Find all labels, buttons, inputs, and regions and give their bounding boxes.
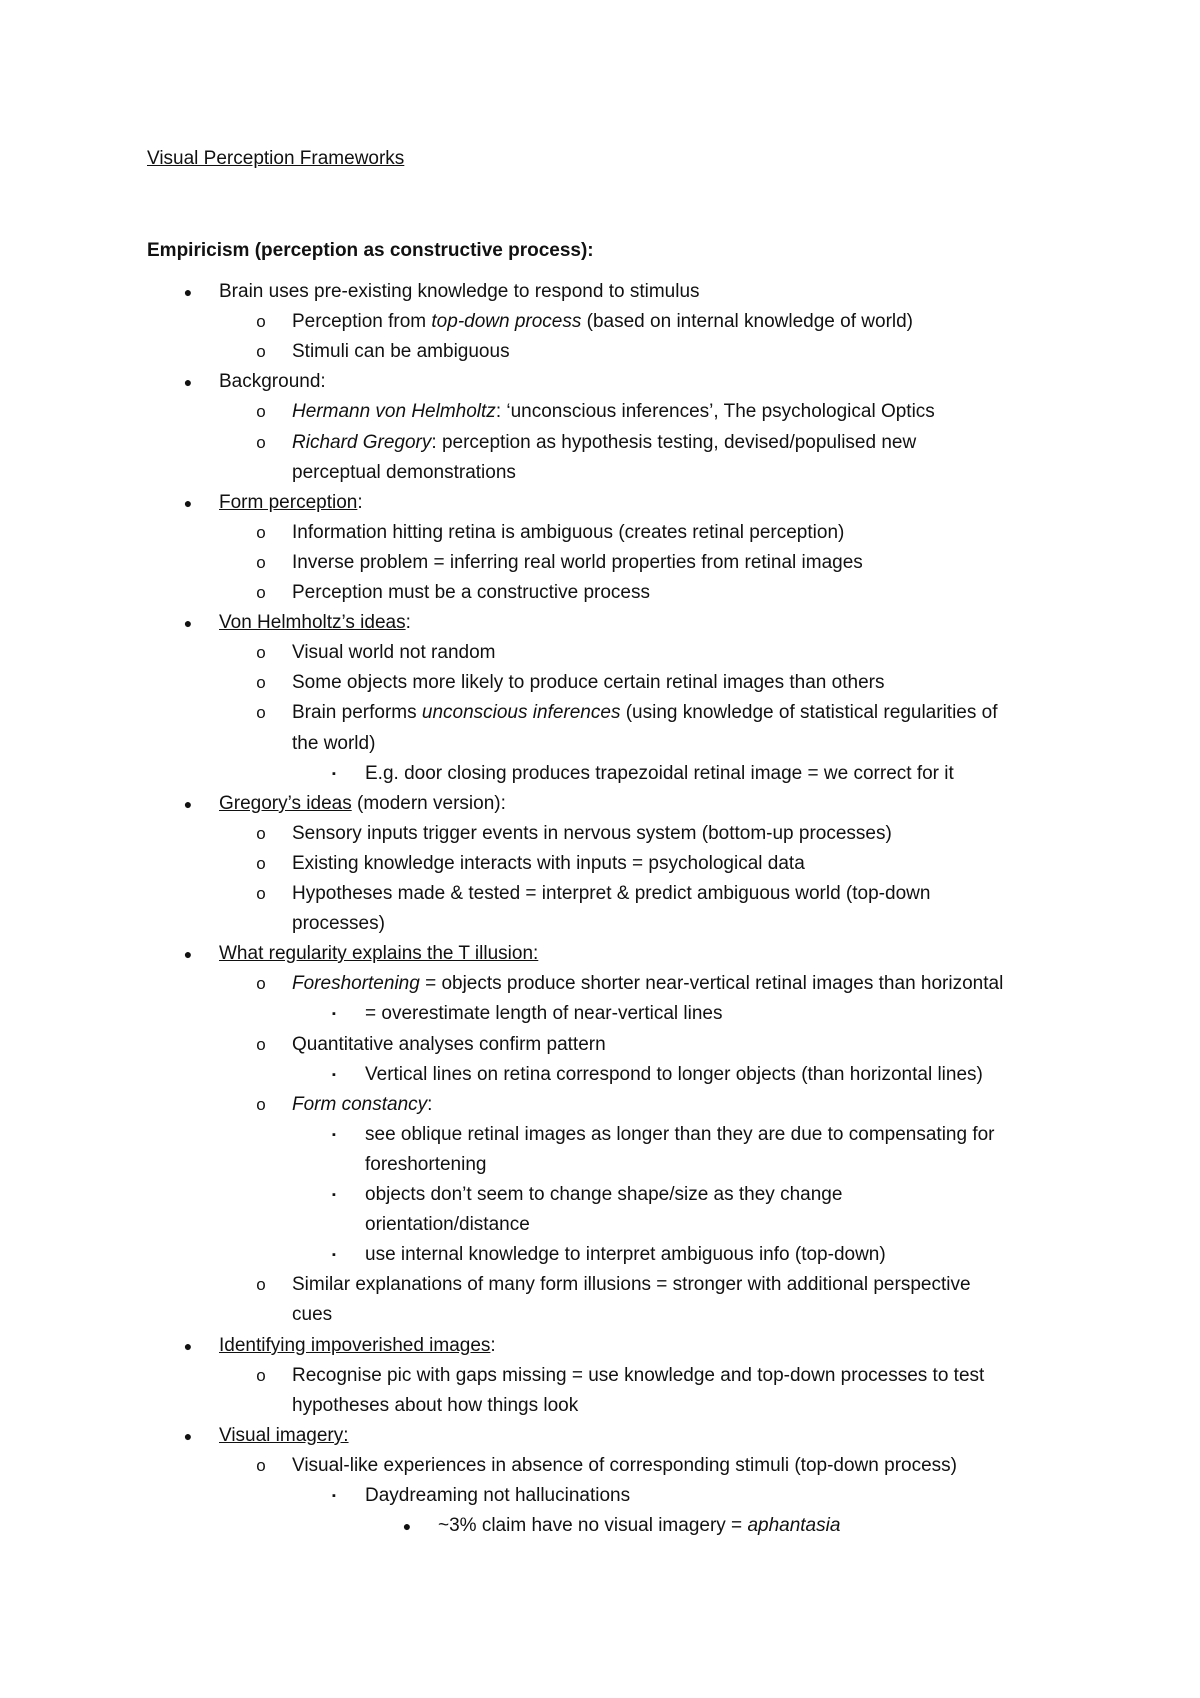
list-item-text: = overestimate length of near-vertical lines [365, 1003, 723, 1024]
list-item [292, 1303, 332, 1327]
bullet-marker: ▪ [332, 1129, 336, 1141]
list-item-text: Foreshortening [292, 973, 420, 994]
bullet-marker: ▪ [332, 1189, 336, 1201]
list-item [219, 792, 506, 816]
list-item [219, 491, 363, 515]
list-item [219, 611, 411, 635]
list-item [292, 912, 385, 936]
list-item-text: Sensory inputs trigger events in nervous system (bottom-up processes) [292, 823, 892, 844]
list-item-text: = objects produce shorter near-vertical retinal images than horizontal [419, 973, 1004, 994]
list-item [292, 431, 916, 455]
list-item-text: Form constancy [292, 1094, 428, 1115]
list-item [365, 1123, 995, 1147]
list-item-text: aphantasia [747, 1515, 841, 1536]
list-item [292, 310, 913, 334]
list-item [365, 762, 954, 786]
list-item-text: Visual world not random [292, 642, 496, 663]
list-item-text: perceptual demonstrations [292, 462, 516, 483]
list-item [365, 1484, 630, 1508]
list-item [292, 822, 892, 846]
bullet-marker: o [256, 1035, 266, 1054]
list-item [365, 1002, 722, 1026]
list-item [292, 1273, 971, 1297]
list-item-text: Richard Gregory [292, 432, 432, 453]
list-item [438, 1514, 840, 1538]
bullet-marker: ● [183, 374, 193, 390]
list-item-text: Visual-like experiences in absence of corresponding stimuli (top-down process) [292, 1455, 957, 1476]
bullet-marker: ● [183, 284, 193, 300]
list-item-text: Visual imagery: [219, 1425, 349, 1446]
list-item-text: Inverse problem = inferring real world properties from retinal images [292, 552, 863, 573]
list-item [292, 1394, 578, 1418]
list-item-text: use internal knowledge to interpret ambiguous info (top-down) [365, 1244, 886, 1265]
list-item [219, 370, 326, 394]
list-item-text: Stimuli can be ambiguous [292, 341, 510, 362]
list-item-text: Recognise pic with gaps missing = use knowledge and top-down processes to test [292, 1365, 985, 1386]
bullet-marker: ● [183, 1428, 193, 1444]
list-item-text: unconscious inferences [421, 702, 621, 723]
list-item-text: Hypotheses made & tested = interpret & predict ambiguous world (top-down [292, 883, 931, 904]
list-item-text: (based on internal knowledge of world) [581, 311, 914, 332]
bullet-marker: o [256, 553, 266, 572]
list-item [292, 1364, 984, 1388]
document-title: Visual Perception Frameworks [147, 148, 405, 169]
list-item-text: (modern version): [351, 793, 506, 814]
list-item [292, 521, 844, 545]
list-item-text: : [357, 492, 363, 513]
list-item [292, 340, 510, 364]
list-item-text: Similar explanations of many form illusions = stronger with additional perspective [292, 1274, 971, 1295]
bullet-marker: o [256, 673, 266, 692]
bullet-marker: ● [183, 495, 193, 511]
list-item-text: : perception as hypothesis testing, devised/populised new [431, 432, 917, 453]
bullet-marker: ● [183, 1338, 193, 1354]
list-item-text: see oblique retinal images as longer than they are due to compensating for [365, 1124, 995, 1145]
list-item-text: : [427, 1094, 433, 1115]
list-item-text: : [490, 1335, 496, 1356]
bullet-marker: o [256, 974, 266, 993]
bullet-marker: ▪ [332, 1069, 336, 1081]
list-item-text: Brain uses pre-existing knowledge to respond to stimulus [219, 281, 700, 302]
list-item-text: ~3% claim have no visual imagery = [438, 1515, 748, 1536]
list-item-text: : [405, 612, 411, 633]
list-item [292, 882, 930, 906]
bullet-marker: o [256, 1095, 266, 1114]
bullet-marker: o [256, 1366, 266, 1385]
list-item-text: processes) [292, 913, 385, 934]
list-item [292, 732, 375, 756]
list-item [365, 1213, 530, 1237]
list-item [365, 1153, 486, 1177]
bullet-marker: o [256, 312, 266, 331]
bullet-marker: o [256, 703, 266, 722]
list-item [292, 400, 935, 424]
list-item-text: Daydreaming not hallucinations [365, 1485, 631, 1506]
list-item-text: the world) [292, 733, 376, 754]
list-item-text: Some objects more likely to produce certain retinal images than others [292, 672, 885, 693]
bullet-marker: ▪ [332, 1490, 336, 1502]
list-item-text: (using knowledge of statistical regularities of [620, 702, 998, 723]
list-item [292, 852, 805, 876]
list-item [365, 1243, 886, 1267]
list-item-text: Gregory’s ideas [219, 793, 352, 814]
bullet-marker: o [256, 342, 266, 361]
list-item [292, 972, 1003, 996]
list-item [292, 641, 495, 665]
list-item [292, 581, 650, 605]
list-item-text: What regularity explains the T illusion: [219, 943, 539, 964]
list-item-text: objects don’t seem to change shape/size as they change [365, 1184, 843, 1205]
list-item-text: Brain performs [292, 702, 422, 723]
list-item-text: Quantitative analyses confirm pattern [292, 1034, 606, 1055]
bullet-marker: o [256, 884, 266, 903]
list-item-text: E.g. door closing produces trapezoidal retinal image = we correct for it [365, 763, 954, 784]
list-item [292, 1033, 606, 1057]
bullet-marker: ● [183, 615, 193, 631]
bullet-marker: o [256, 824, 266, 843]
bullet-marker: ▪ [332, 1008, 336, 1020]
list-item-text: Form perception [219, 492, 358, 513]
list-item [292, 1454, 957, 1478]
bullet-marker: o [256, 402, 266, 421]
list-item-text: Information hitting retina is ambiguous (creates retinal perception) [292, 522, 845, 543]
list-item [219, 280, 700, 304]
bullet-marker: o [256, 523, 266, 542]
section-heading: Empiricism (perception as constructive process): [147, 240, 594, 261]
list-item-text: Identifying impoverished images [219, 1335, 491, 1356]
bullet-marker: ▪ [332, 1249, 336, 1261]
list-item-text: : ‘unconscious inferences’, The psychological Optics [495, 401, 935, 422]
list-item-text: Hermann von Helmholtz [292, 401, 496, 422]
list-item-text: Existing knowledge interacts with inputs = psychological data [292, 853, 805, 874]
bullet-marker: o [256, 583, 266, 602]
bullet-marker: o [256, 643, 266, 662]
list-item-text: foreshortening [365, 1154, 487, 1175]
list-item-text: orientation/distance [365, 1214, 530, 1235]
bullet-marker: ● [183, 946, 193, 962]
list-item [292, 701, 997, 725]
bullet-marker: o [256, 1275, 266, 1294]
list-item [292, 461, 516, 485]
bullet-marker: o [256, 433, 266, 452]
list-item-text: Von Helmholtz’s ideas [219, 612, 406, 633]
list-item-text: Perception must be a constructive process [292, 582, 651, 603]
list-item-text: Perception from [292, 311, 432, 332]
list-item-text: cues [292, 1304, 333, 1325]
bullet-marker: ● [183, 796, 193, 812]
list-item [219, 1424, 349, 1448]
list-item [292, 551, 863, 575]
bullet-marker: o [256, 1456, 266, 1475]
list-item [292, 671, 884, 695]
bullet-marker: ▪ [332, 768, 336, 780]
list-item [365, 1063, 983, 1087]
bullet-marker: ● [402, 1518, 412, 1534]
list-item [219, 1334, 496, 1358]
list-item-text: Background: [219, 371, 326, 392]
bullet-marker: o [256, 854, 266, 873]
list-item-text: top-down process [431, 311, 582, 332]
list-item-text: hypotheses about how things look [292, 1395, 579, 1416]
list-item [219, 942, 538, 966]
list-item-text: Vertical lines on retina correspond to longer objects (than horizontal lines) [365, 1064, 983, 1085]
list-item [365, 1183, 842, 1207]
list-item [292, 1093, 432, 1117]
